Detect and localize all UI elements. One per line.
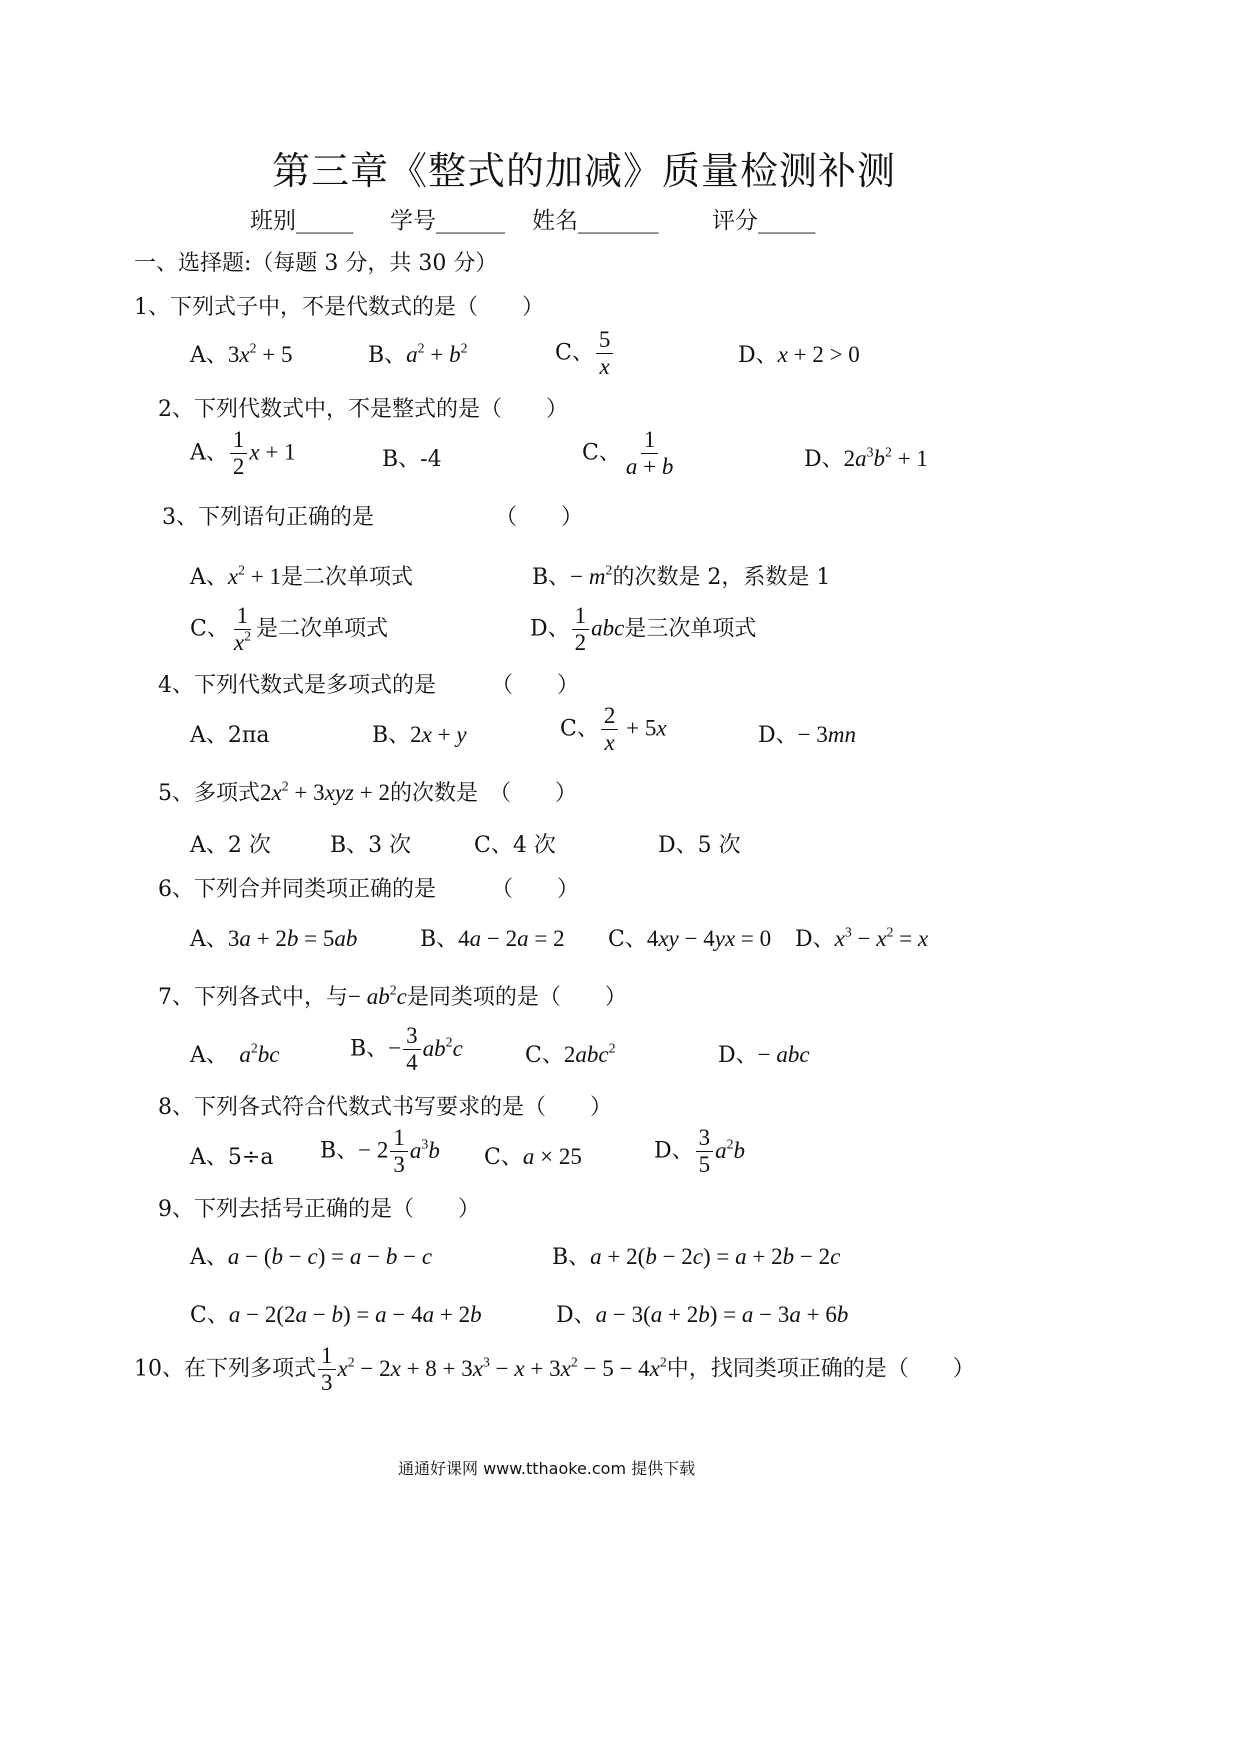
q4-option-a: A、2πa: [190, 723, 270, 748]
q7-option-d: D、− abc: [718, 1042, 810, 1068]
question-7: 7、下列各式中，与− $ab^2c$是同类项的是（ ）: [158, 982, 627, 1010]
name-field: 姓名_______: [532, 208, 659, 234]
q3-option-c: C、 $\frac{1}{x^2}$ 是二次单项式: [190, 603, 388, 656]
q1-option-d: D、x + 2 > 0: [738, 342, 860, 368]
score-field: 评分_____: [712, 208, 816, 234]
q2-option-a: A、 $\frac{1}{2}$ x + 1: [190, 427, 296, 480]
footer-credit: 通通好课网 www.tthaoke.com 提供下载: [398, 1459, 696, 1478]
q5-option-d: D、5 次: [658, 833, 741, 858]
q9-option-a: A、a − (b − c) = a − b − c: [190, 1244, 433, 1270]
q6-option-b: B、4a − 2a = 2: [420, 926, 565, 952]
q1-option-a: A、$3x^2 + 5$: [190, 340, 293, 368]
q3-option-d: D、 $\frac{1}{2}$ abc是三次单项式: [530, 603, 757, 656]
q7-option-a: A、 $a^2bc$: [190, 1040, 280, 1068]
q5-option-b: B、3 次: [330, 833, 412, 858]
q6-option-d: D、$x^3 - x^2 = x$: [795, 924, 929, 952]
q7-option-b: B、− $\frac{3}{4}$ $ab^2c$: [350, 1023, 463, 1076]
question-4: 4、下列代数式是多项式的是 （ ）: [158, 673, 579, 698]
q6-option-c: C、4xy − 4yx = 0: [608, 926, 772, 952]
section-heading: 一、选择题:（每题 3 分，共 30 分）: [134, 251, 498, 276]
q8-option-c: C、a × 25: [484, 1144, 582, 1170]
page-title: 第三章《整式的加减》质量检测补测: [272, 149, 897, 193]
question-5: 5、多项式$2x^2 + 3xyz + 2$的次数是 （ ）: [158, 778, 577, 806]
q2-option-b: B、-4: [382, 447, 442, 472]
q2-option-d: D、$2a^3b^2 + 1$: [804, 444, 928, 472]
q8-option-a: A、5÷a: [190, 1145, 274, 1170]
q4-option-b: B、2x + y: [372, 722, 467, 748]
student-id-field: 学号______: [390, 208, 505, 234]
q6-option-a: A、3a + 2b = 5ab: [190, 926, 358, 952]
q4-option-c: C、 $\frac{2}{x}$ + 5x: [560, 703, 667, 756]
question-8: 8、下列各式符合代数式书写要求的是（ ）: [158, 1095, 612, 1120]
q9-option-d: D、a − 3(a + 2b) = a − 3a + 6b: [556, 1302, 849, 1328]
q8-option-d: D、 $\frac{3}{5}$ $a^2b$: [654, 1125, 746, 1178]
q2-option-c: C、 $\frac{1}{a + b}$: [582, 427, 674, 480]
q5-option-c: C、4 次: [474, 833, 556, 858]
q8-option-b: B、− 2 $\frac{1}{3}$ $a^3b$: [320, 1125, 440, 1178]
question-10: 10、在下列多项式 $\frac{1}{3}$ $x^2 - 2x + 8 + 3x^3 - x + 3x^2 - 5 - 4x^2$中，找同类项正确的是（ ）: [134, 1343, 975, 1396]
q3-option-a: A、$x^2 + 1$是二次单项式: [190, 562, 414, 590]
q9-option-b: B、a + 2(b − 2c) = a + 2b − 2c: [552, 1244, 841, 1270]
question-6: 6、下列合并同类项正确的是 （ ）: [158, 877, 579, 902]
question-9: 9、下列去括号正确的是（ ）: [158, 1197, 480, 1222]
q5-option-a: A、2 次: [190, 833, 271, 858]
class-field: 班别_____: [250, 208, 354, 234]
q4-option-d: D、− 3mn: [758, 722, 856, 748]
q1-option-b: B、$a^2 + b^2$: [368, 340, 468, 368]
question-2: 2、下列代数式中，不是整式的是（ ）: [158, 397, 568, 422]
q1-option-c: C、 $\frac{5}{x}$: [555, 328, 615, 379]
question-1: 1、下列式子中，不是代数式的是（ ）: [134, 295, 544, 320]
question-3: 3、下列语句正确的是 （ ）: [162, 505, 583, 530]
q7-option-c: C、2abc$^2$: [525, 1040, 616, 1068]
q9-option-c: C、a − 2(2a − b) = a − 4a + 2b: [190, 1302, 482, 1328]
q3-option-b: B、− $m^2$的次数是 2，系数是 1: [532, 562, 831, 590]
